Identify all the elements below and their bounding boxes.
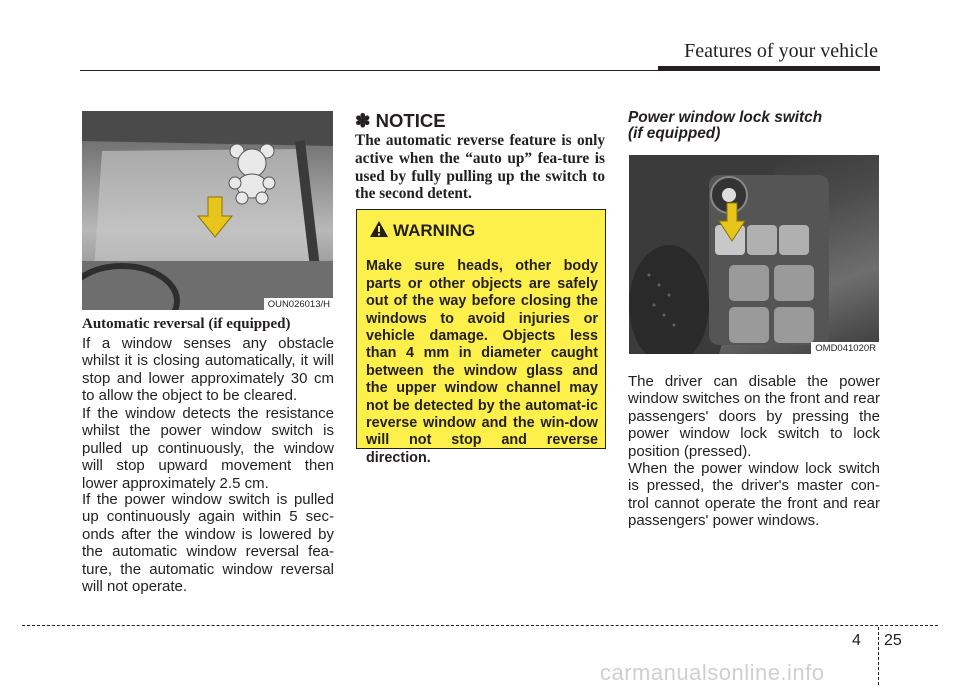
heading-line: (if equipped) — [628, 125, 721, 142]
watermark: carmanualsonline.info — [600, 660, 825, 685]
paragraph: If the window detects the resistance whilst the power window switch is pulled up continuously, the window will stop upward movement then lower approximately 2.5 cm. — [82, 405, 334, 492]
warning-text: Make sure heads, other body parts or other objects are safely out of the way before closing the windows to avoid injuries or vehicle damage. Objects less than 4 mm in diameter caught between the window glass and the upper window channel may not be detected by the automat-ic reverse window and the win-dow will not stop and reverse direction. — [366, 258, 598, 466]
header-rule-thick — [658, 66, 880, 71]
figure-code: OUN026013/H — [264, 298, 333, 310]
chapter-number: 4 — [852, 632, 861, 649]
section-heading-lock-switch — [628, 110, 822, 142]
figure-code: OMD041020R — [811, 342, 879, 354]
warning-heading: WARNING — [393, 221, 476, 240]
footer-rule — [22, 625, 938, 626]
lock-switch-illustration — [629, 155, 879, 354]
paragraph: If a window senses any obstacle whilst it is closing automatically, it will stop and lower approximately 30 cm to allow the object to be cleared. — [82, 335, 334, 405]
footer-divider — [878, 627, 879, 685]
paragraph: If the power window switch is pulled up continuously again within 5 sec-onds after the window is lowered by the automatic window reversal fea-ture, the automatic window reversal will not operate. — [82, 491, 334, 596]
window-obstacle-photo — [82, 111, 333, 310]
section-heading-auto-reversal: Automatic reversal (if equipped) — [82, 316, 291, 332]
warning-triangle-icon — [369, 220, 389, 238]
running-header: Features of your vehicle — [684, 40, 878, 62]
page-number: 25 — [884, 632, 902, 649]
notice-text: The automatic reverse feature is only active when the “auto up” fea-ture is used by fully pulling up the switch to the second detent. — [355, 132, 605, 203]
window-obstacle-illustration — [82, 111, 333, 310]
lock-switch-photo — [629, 155, 879, 354]
paragraph: When the power window lock switch is pressed, the driver's master con-trol cannot operate the front and rear passengers' power windows. — [628, 460, 880, 530]
heading-line: Power window lock switch — [628, 109, 823, 126]
header-rule — [80, 70, 660, 71]
notice-heading: ✽ NOTICE — [355, 110, 446, 131]
paragraph: The driver can disable the power window switches on the front and rear passengers' doors by pressing the power window lock switch to lock position (pressed). — [628, 373, 880, 460]
